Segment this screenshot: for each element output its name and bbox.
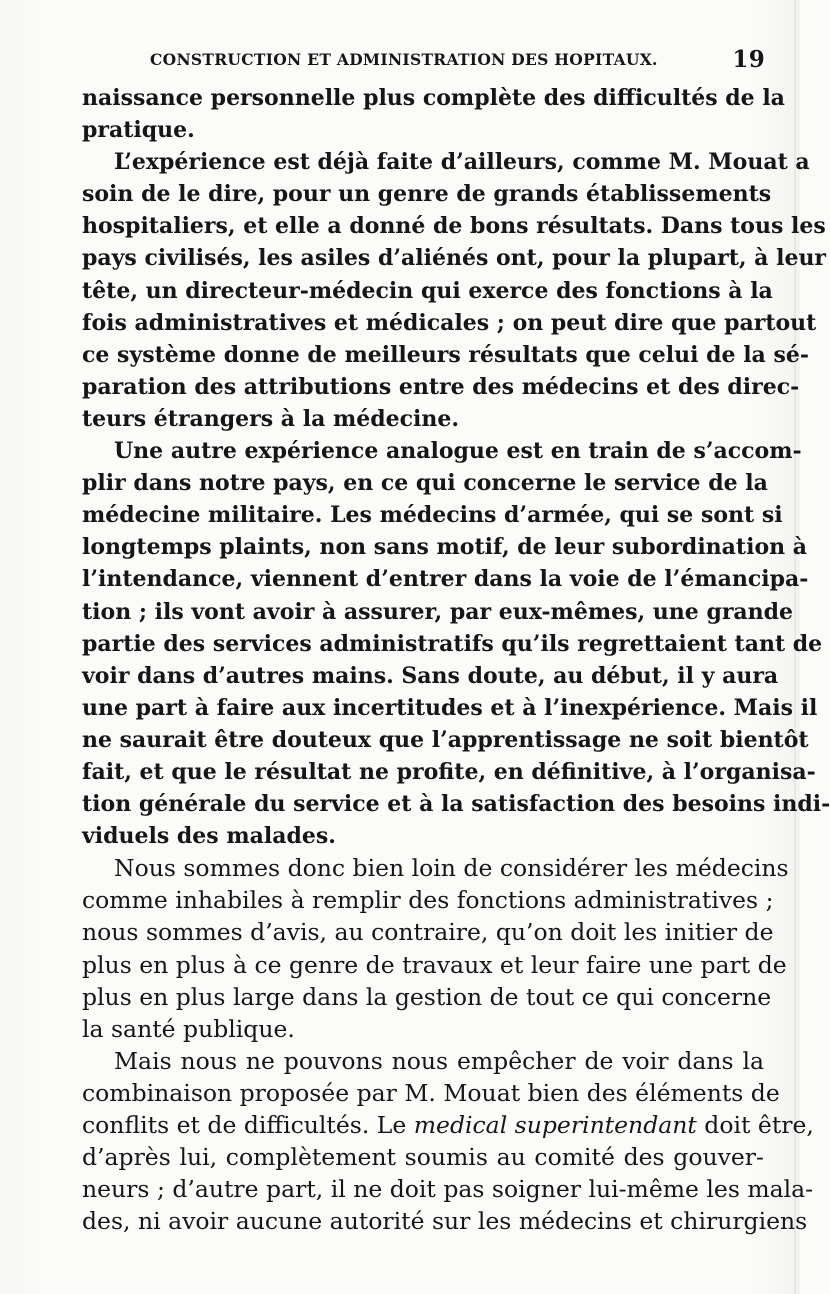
text-line: Mais nous ne pouvons nous empêcher de voir dans la: [114, 1046, 764, 1075]
body-text: [82, 82, 830, 1237]
text-line: pays civilisés, les asiles d’aliénés ont, pour la plupart, à leur: [82, 245, 827, 272]
text-line: d’après lui, complètement soumis au comité des gouver-: [82, 1143, 764, 1172]
text-line: neurs ; d’autre part, il ne doit pas soigner lui-même les mala-: [82, 1175, 814, 1204]
text-fragment: doit être,: [696, 1111, 814, 1139]
text-line: teurs étrangers à la médecine.: [82, 405, 460, 432]
text-line: nous sommes d’avis, au contraire, qu’on doit les initier de: [82, 918, 774, 947]
page-number: 19: [732, 46, 765, 73]
italic-term: medical superintendant: [413, 1111, 697, 1139]
text-line: viduels des malades.: [82, 823, 336, 850]
text-fragment: conflits et de difficultés. Le: [82, 1111, 414, 1139]
text-line: voir dans d’autres mains. Sans doute, au début, il y aura: [82, 662, 779, 689]
text-line: fois administratives et médicales ; on peut dire que partout: [82, 309, 817, 336]
text-line: tête, un directeur-médecin qui exerce des fonctions à la: [82, 277, 773, 304]
text-line: fait, et que le résultat ne profite, en définitive, à l’organisa-: [82, 758, 816, 785]
text-line: combinaison proposée par M. Mouat bien des éléments de: [82, 1078, 780, 1107]
text-line: comme inhabiles à remplir des fonctions administratives ;: [82, 886, 774, 915]
text-line: médecine militaire. Les médecins d’armée, qui se sont si: [82, 502, 783, 529]
text-line: partie des services administratifs qu’ils regrettaient tant de: [82, 630, 823, 657]
text-line: l’intendance, viennent d’entrer dans la voie de l’émancipa-: [82, 566, 809, 593]
text-line: tion ; ils vont avoir à assurer, par eux-mêmes, une grande: [82, 598, 794, 625]
text-line: une part à faire aux incertitudes et à l’inexpérience. Mais il: [82, 694, 818, 721]
text-line: des, ni avoir aucune autorité sur les médecins et chirurgiens: [82, 1207, 808, 1236]
text-line: Nous sommes donc bien loin de considérer les médecins: [114, 854, 789, 883]
text-line: ce système donne de meilleurs résultats que celui de la sé-: [82, 341, 809, 368]
text-line: ne saurait être douteux que l’apprentissage ne soit bientôt: [82, 726, 809, 753]
text-line: pratique.: [82, 117, 195, 144]
text-line: plus en plus large dans la gestion de tout ce qui concerne: [82, 982, 772, 1011]
text-line: tion générale du service et à la satisfaction des besoins indi-: [82, 791, 830, 818]
text-line: hospitaliers, et elle a donné de bons résultats. Dans tous les: [82, 213, 826, 240]
text-line: Une autre expérience analogue est en train de s’accom-: [114, 438, 802, 465]
text-line: plus en plus à ce genre de travaux et leur faire une part de: [82, 950, 787, 979]
running-title: CONSTRUCTION ET ADMINISTRATION DES HOPITAUX.: [150, 50, 658, 69]
text-line: la santé publique.: [82, 1014, 295, 1043]
text-line: longtemps plaints, non sans motif, de leur subordination à: [82, 534, 808, 561]
text-line: soin de le dire, pour un genre de grands établissements: [82, 181, 772, 208]
text-line: naissance personnelle plus complète des difficultés de la: [82, 85, 785, 111]
running-header: [150, 46, 765, 74]
text-line: paration des attributions entre des médecins et des direc-: [82, 373, 800, 400]
text-line: plir dans notre pays, en ce qui concerne le service de la: [82, 470, 768, 497]
page-edge-shadow: [794, 0, 796, 1294]
text-line: L’expérience est déjà faite d’ailleurs, comme M. Mouat a: [114, 149, 810, 176]
text-line-with-italic: [82, 1109, 814, 1141]
